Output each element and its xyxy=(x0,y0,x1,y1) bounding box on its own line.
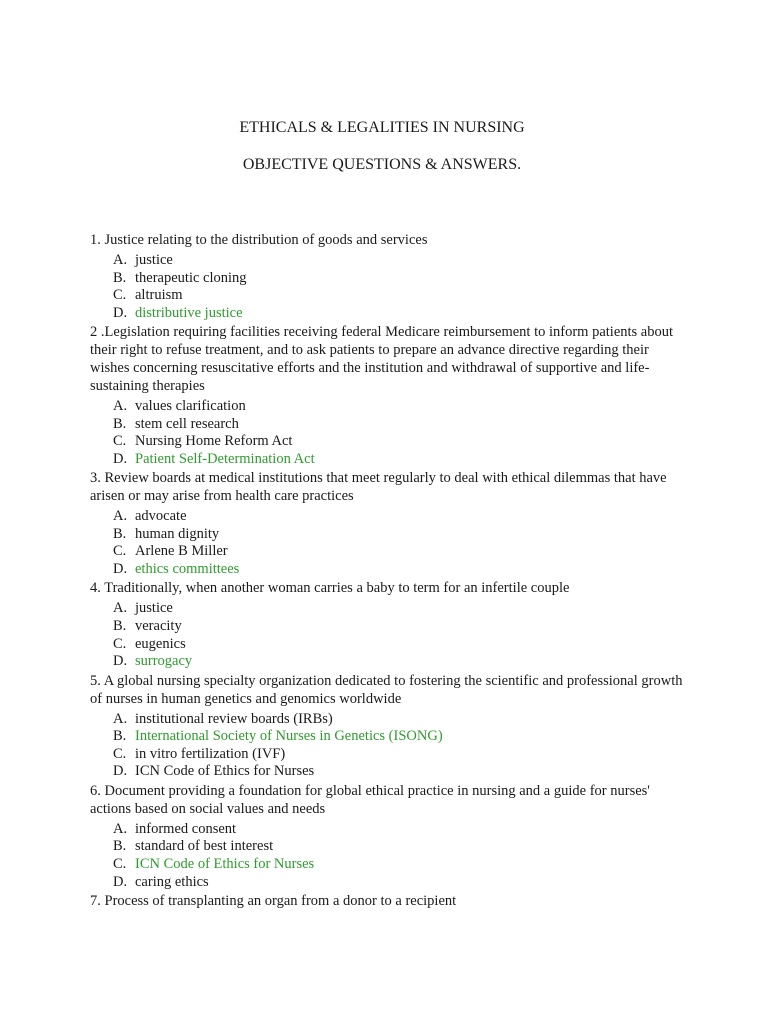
option-letter: B. xyxy=(113,415,127,432)
question-item xyxy=(90,580,690,670)
question-text: 6. Document providing a foundation for global ethical practice in nursing and a guide for nurses' actions based on social values and needs xyxy=(90,782,650,817)
option-letter: D. xyxy=(113,873,128,890)
option-letter: C. xyxy=(113,543,127,560)
option-letter: C. xyxy=(113,635,127,652)
option-letter: D. xyxy=(113,560,128,577)
option-text: Patient Self-Determination Act xyxy=(135,450,315,467)
question-item xyxy=(90,324,690,468)
option-text: International Society of Nurses in Genetics (ISONG) xyxy=(135,728,443,745)
question-item xyxy=(90,232,690,322)
option-letter: C. xyxy=(113,745,127,762)
option-text: values clarification xyxy=(135,397,246,414)
option-letter: A. xyxy=(113,397,128,414)
option-letter: B. xyxy=(113,617,127,634)
answer-option-correct xyxy=(90,561,690,579)
option-letter: A. xyxy=(113,251,128,268)
option-text: therapeutic cloning xyxy=(135,269,247,286)
option-text: surrogacy xyxy=(135,653,193,670)
option-letter: B. xyxy=(113,728,127,745)
answer-option xyxy=(90,636,690,654)
document-title: ETHICALS & LEGALITIES IN NURSING xyxy=(239,119,525,136)
option-text: ethics committees xyxy=(135,560,240,577)
option-letter: A. xyxy=(113,820,128,837)
option-text: veracity xyxy=(135,617,182,634)
question-text: 7. Process of transplanting an organ from a donor to a recipient xyxy=(90,893,457,910)
option-letter: C. xyxy=(113,855,127,872)
answer-option xyxy=(90,508,690,526)
answer-option xyxy=(90,416,690,434)
option-letter: D. xyxy=(113,450,128,467)
answer-options xyxy=(90,508,690,578)
option-letter: D. xyxy=(113,763,128,780)
option-letter: C. xyxy=(113,287,127,304)
answer-option-correct xyxy=(90,451,690,469)
answer-options xyxy=(90,252,690,322)
option-letter: D. xyxy=(113,653,128,670)
question-text: 3. Review boards at medical institutions that meet regularly to deal with ethical dilemmas that have arisen or may arise from health care practices xyxy=(90,470,667,505)
option-text: ICN Code of Ethics for Nurses xyxy=(135,855,315,872)
answer-option-correct xyxy=(90,856,690,874)
answer-options xyxy=(90,821,690,891)
answer-option xyxy=(90,600,690,618)
answer-option-correct xyxy=(90,653,690,671)
option-text: justice xyxy=(135,251,173,268)
option-text: ICN Code of Ethics for Nurses xyxy=(135,763,315,780)
document-subtitle: OBJECTIVE QUESTIONS & ANSWERS. xyxy=(242,156,522,173)
option-text: human dignity xyxy=(135,525,220,542)
option-letter: C. xyxy=(113,433,127,450)
answer-option xyxy=(90,287,690,305)
answer-option xyxy=(90,526,690,544)
option-letter: A. xyxy=(113,710,128,727)
option-letter: A. xyxy=(113,600,128,617)
question-list xyxy=(90,232,690,911)
answer-option xyxy=(90,711,690,729)
question-item xyxy=(90,673,690,781)
question-text: 5. A global nursing specialty organization dedicated to fostering the scientific and professional growth of nurses in human genetics and genomics worldwide xyxy=(90,672,683,707)
option-text: standard of best interest xyxy=(135,838,274,855)
answer-option xyxy=(90,838,690,856)
question-text: 2 .Legislation requiring facilities receiving federal Medicare reimbursement to inform patients about their right to refuse treatment, and to ask patients to prepare an advance directive regarding their wishes concerning resuscitative efforts and the institution and withdrawal of supportive and life-sustaining therapies xyxy=(90,324,674,394)
option-text: eugenics xyxy=(135,635,186,652)
question-item xyxy=(90,783,690,891)
option-text: justice xyxy=(135,600,173,617)
answer-option-correct xyxy=(90,305,690,323)
option-text: caring ethics xyxy=(135,873,209,890)
option-text: in vitro fertilization (IVF) xyxy=(135,745,286,762)
answer-option xyxy=(90,874,690,892)
option-text: Arlene B Miller xyxy=(135,543,228,560)
answer-option-correct xyxy=(90,728,690,746)
answer-option xyxy=(90,746,690,764)
option-letter: B. xyxy=(113,838,127,855)
option-letter: D. xyxy=(113,304,128,321)
option-text: altruism xyxy=(135,287,183,304)
question-item xyxy=(90,893,690,911)
question-item xyxy=(90,470,690,578)
option-letter: B. xyxy=(113,269,127,286)
answer-option xyxy=(90,618,690,636)
answer-options xyxy=(90,600,690,670)
answer-options xyxy=(90,398,690,468)
option-text: advocate xyxy=(135,508,187,525)
answer-option xyxy=(90,252,690,270)
option-text: stem cell research xyxy=(135,415,239,432)
option-text: institutional review boards (IRBs) xyxy=(135,710,333,727)
option-text: Nursing Home Reform Act xyxy=(135,433,293,450)
question-text: 1. Justice relating to the distribution of goods and services xyxy=(90,232,428,248)
answer-option xyxy=(90,763,690,781)
answer-option xyxy=(90,433,690,451)
answer-option xyxy=(90,270,690,288)
option-text: informed consent xyxy=(135,820,237,837)
option-letter: B. xyxy=(113,525,127,542)
answer-option xyxy=(90,543,690,561)
question-text: 4. Traditionally, when another woman carries a baby to term for an infertile couple xyxy=(90,580,570,597)
answer-options xyxy=(90,711,690,781)
answer-option xyxy=(90,821,690,839)
option-letter: A. xyxy=(113,508,128,525)
option-text: distributive justice xyxy=(135,304,243,321)
answer-option xyxy=(90,398,690,416)
